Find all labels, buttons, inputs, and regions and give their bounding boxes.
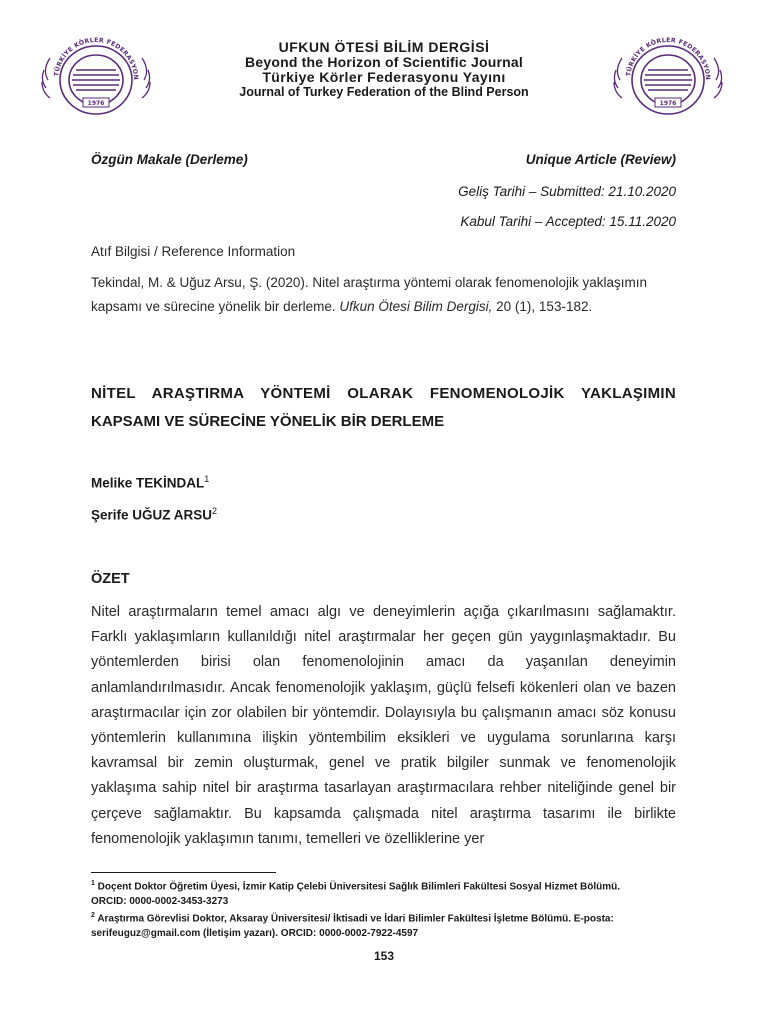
publisher-line: Türkiye Körler Federasyonu Yayını — [262, 69, 506, 85]
page-number: 153 — [373, 949, 395, 963]
author-2 — [91, 506, 217, 523]
abstract-heading: ÖZET — [91, 571, 130, 587]
title-line-2: KAPSAMI VE SÜRECİNE YÖNELİK BİR DERLEME — [91, 413, 445, 430]
journal-masthead — [180, 40, 588, 100]
journal-title: UFKUN ÖTESİ BİLİM DERGİSİ — [278, 39, 490, 55]
footnote-2 — [91, 909, 691, 941]
citation-journal: Ufkun Ötesi Bilim Dergisi, — [339, 298, 493, 314]
publisher-line-en: Journal of Turkey Federation of the Blind Person — [239, 85, 529, 99]
citation-text: Tekindal, M. & Uğuz Arsu, Ş. (2020). Nitel araştırma yöntemi olarak fenomenolojik yaklaşımın kapsamı ve sürecine yönelik bir derleme. — [91, 275, 647, 314]
footnote-affiliation: Araştırma Görevlisi Doktor, Aksaray Üniversitesi/ İktisadi ve İdari Bilimler Fakültesi İşletme Bölümü. E-posta: — [94, 913, 614, 925]
journal-subtitle-en: Beyond the Horizon of Scientific Journal — [245, 54, 523, 70]
footnote-marker: 1 — [91, 880, 95, 887]
federation-logo-right — [612, 30, 724, 120]
svg-text:TÜRKİYE KÖRLER FEDERASYONU: TÜRKİYE KÖRLER FEDERASYON — [625, 36, 712, 81]
author-footnote-ref: 1 — [204, 474, 210, 484]
footnote-marker: 2 — [91, 912, 95, 920]
author-name: Melike TEKİNDAL — [91, 475, 205, 491]
reference-label: Atıf Bilgisi / Reference Information — [91, 244, 296, 259]
footnote-affiliation: Doçent Doktor Öğretim Üyesi, İzmir Katip Çelebi Üniversitesi Sağlık Bilimleri Fakültesi Sosyal Hizmet Bölümü. — [94, 881, 621, 893]
svg-text:1976: 1976 — [87, 100, 105, 107]
federation-logo-left — [40, 30, 152, 120]
citation — [91, 271, 676, 318]
svg-text:1976: 1976 — [659, 100, 677, 107]
author-1 — [91, 474, 209, 491]
article-type-tr: Özgün Makale (Derleme) — [91, 152, 248, 167]
footnote-orcid: ORCID: 0000-0002-3453-3273 — [91, 895, 229, 907]
footnote-1 — [91, 877, 691, 909]
footnote-divider — [91, 872, 276, 873]
article-type-en: Unique Article (Review) — [525, 152, 676, 167]
citation-volume: 20 (1), 153-182. — [492, 298, 593, 314]
abstract-text: Nitel araştırmaların temel amacı algı ve deneyimlerin açığa çıkarılmasını sağlamaktır. Farklı yaklaşımların kullanıldığı nitel araştırmalar her geçen gün yaygınlaşmaktadır. Bu yöntemlerden birisi olan fenomenolojinin amacı da yaşanılan deneyimin anlamlandırılmasıdır. Ancak fenomenolojik yaklaşım, güçlü felsefi kökenleri olan ve bazen araştırmacılar için zor olabilen bir yöntemdir. Dolayısıyla bu çalışmanın amacı söz konusu yöntemlerin kullanımına ilişkin yöntembilim eksikleri ve uygulama sorunlarına karşı kavramsal bir zemin oluşturmak, genel ve pratik bilgiler sunmak ve fenomenolojik yaklaşıma sahip nitel bir araştırma tasarlayan araştırmacılara rehber niteliğinde genel bir çerçeve sağlamaktır. Bu kapsamda çalışmada nitel araştırma tasarımı ile birlikte fenomenolojik yaklaşımın tanımı, temelleri ve özelliklerine yer — [91, 604, 676, 847]
footnotes — [91, 877, 691, 942]
article-type-row — [91, 152, 676, 167]
footnote-contact: serifeuguz@gmail.com (İletişim yazarı). ORCID: 0000-0002-7922-4597 — [91, 928, 419, 940]
svg-text:TÜRKİYE KÖRLER FEDERASYONU: TÜRKİYE KÖRLER FEDERASYON — [53, 36, 140, 81]
title-line-1: NİTEL ARAŞTIRMA YÖNTEMİ OLARAK FENOMENOLOJİK YAKLAŞIMIN — [91, 385, 676, 402]
article-title — [91, 380, 676, 436]
submitted-date: Geliş Tarihi – Submitted: 21.10.2020 — [458, 184, 676, 199]
author-footnote-ref: 2 — [212, 506, 218, 516]
accepted-date: Kabul Tarihi – Accepted: 15.11.2020 — [460, 214, 676, 229]
author-name: Şerife UĞUZ ARSU — [91, 507, 213, 523]
